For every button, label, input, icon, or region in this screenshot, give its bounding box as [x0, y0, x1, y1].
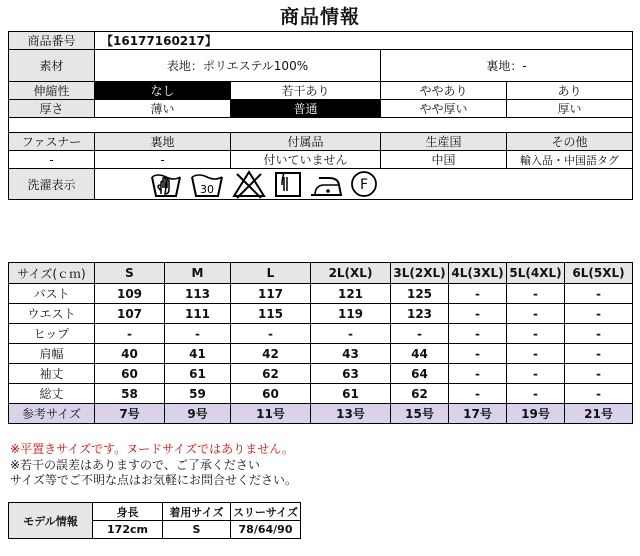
size-cell: -	[507, 304, 565, 324]
size-unit-header: サイズ(ｃｍ)	[9, 263, 95, 284]
size-row	[9, 344, 633, 364]
size-cell: 111	[165, 304, 231, 324]
size-cell: 41	[165, 344, 231, 364]
reference-size-cell: 7号	[95, 404, 165, 424]
size-cell: -	[565, 344, 633, 364]
wash-temp: 30	[200, 183, 214, 196]
thickness-label: 厚さ	[9, 100, 95, 118]
care-row	[9, 169, 633, 200]
size-cell: -	[449, 344, 507, 364]
reference-size-label: 参考サイズ	[9, 404, 95, 424]
size-cell: 42	[231, 344, 311, 364]
size-column-header: 6L(5XL)	[565, 263, 633, 284]
accessories-header: 付属品	[231, 133, 381, 151]
size-column-header: S	[95, 263, 165, 284]
model-size-header: 着用サイズ	[163, 503, 231, 521]
size-cell: 62	[231, 364, 311, 384]
reference-size-cell: 9号	[165, 404, 231, 424]
detail-header-row	[9, 133, 633, 151]
size-cell: 43	[311, 344, 391, 364]
measure-label: 肩幅	[9, 344, 95, 364]
material-lining: 裏地：-	[381, 50, 633, 82]
notice-tolerance: ※若干の誤差はありますので、ご了承ください	[10, 458, 260, 472]
model-measure-value: 78/64/90	[231, 521, 301, 539]
reference-size-cell: 11号	[231, 404, 311, 424]
size-cell: -	[449, 304, 507, 324]
stretch-label: 伸縮性	[9, 82, 95, 100]
measure-label: ヒップ	[9, 324, 95, 344]
model-size-value: S	[163, 521, 231, 539]
size-cell: 123	[391, 304, 449, 324]
size-cell: -	[449, 364, 507, 384]
size-cell: 61	[165, 364, 231, 384]
size-cell: -	[565, 284, 633, 304]
size-cell: 117	[231, 284, 311, 304]
size-cell: -	[449, 284, 507, 304]
care-symbols	[95, 169, 633, 200]
stretch-option: あり	[507, 82, 633, 100]
material-row	[9, 50, 633, 82]
product-no-row	[9, 32, 633, 50]
product-no-label: 商品番号	[9, 32, 95, 50]
size-column-header: L	[231, 263, 311, 284]
thickness-row	[9, 100, 633, 118]
reference-size-cell: 15号	[391, 404, 449, 424]
size-column-header: 4L(3XL)	[449, 263, 507, 284]
model-height-header: 身長	[93, 503, 163, 521]
size-row	[9, 284, 633, 304]
origin-header: 生産国	[381, 133, 507, 151]
accessories-value: 付いていません	[231, 151, 381, 169]
zipper-value: -	[9, 151, 95, 169]
model-measure-header: スリーサイズ	[231, 503, 301, 521]
product-info-table	[8, 31, 633, 200]
stretch-option: 若干あり	[231, 82, 381, 100]
size-cell: 109	[95, 284, 165, 304]
product-no-value: 【16177160217】	[95, 32, 633, 50]
measure-label: バスト	[9, 284, 95, 304]
size-cell: 119	[311, 304, 391, 324]
size-cell: -	[165, 324, 231, 344]
reference-size-cell: 21号	[565, 404, 633, 424]
size-cell: -	[231, 324, 311, 344]
size-header-row	[9, 263, 633, 284]
size-cell: 125	[391, 284, 449, 304]
drip-dry-icon	[273, 169, 303, 199]
spacer-row	[9, 118, 633, 133]
size-row	[9, 384, 633, 404]
lining-header: 裏地	[95, 133, 231, 151]
reference-size-cell: 19号	[507, 404, 565, 424]
size-cell: 60	[95, 364, 165, 384]
iron-low-icon	[309, 169, 343, 199]
size-cell: 64	[391, 364, 449, 384]
thickness-option: 普通	[231, 100, 381, 118]
zipper-header: ファスナー	[9, 133, 95, 151]
stretch-row	[9, 82, 633, 100]
size-cell: -	[507, 384, 565, 404]
size-cell: 107	[95, 304, 165, 324]
size-cell: 59	[165, 384, 231, 404]
spacer	[9, 118, 633, 133]
size-cell: -	[391, 324, 449, 344]
size-column-header: M	[165, 263, 231, 284]
measure-label: 袖丈	[9, 364, 95, 384]
thickness-option: 薄い	[95, 100, 231, 118]
size-cell: 113	[165, 284, 231, 304]
size-cell: 61	[311, 384, 391, 404]
size-table	[8, 262, 633, 424]
other-value: 輸入品・中国語タグ	[507, 151, 633, 169]
size-cell: 63	[311, 364, 391, 384]
reference-size-row	[9, 404, 633, 424]
size-row	[9, 324, 633, 344]
size-cell: -	[95, 324, 165, 344]
size-cell: -	[565, 364, 633, 384]
size-cell: -	[565, 384, 633, 404]
size-cell: -	[507, 324, 565, 344]
size-row	[9, 364, 633, 384]
size-column-header: 2L(XL)	[311, 263, 391, 284]
size-cell: -	[449, 324, 507, 344]
notice-flat-size: ※平置きサイズです。ヌードサイズではありません。	[10, 442, 294, 456]
size-cell: -	[507, 284, 565, 304]
size-column-header: 5L(4XL)	[507, 263, 565, 284]
size-cell: 44	[391, 344, 449, 364]
size-cell: -	[507, 344, 565, 364]
material-label: 素材	[9, 50, 95, 82]
size-cell: 60	[231, 384, 311, 404]
thickness-option: 厚い	[507, 100, 633, 118]
material-outer: 表地：ポリエステル100%	[95, 50, 381, 82]
size-cell: -	[449, 384, 507, 404]
size-cell: 58	[95, 384, 165, 404]
size-cell: 121	[311, 284, 391, 304]
dry-clean-f-icon	[349, 169, 379, 199]
size-cell: -	[507, 364, 565, 384]
model-label: モデル情報	[9, 503, 93, 539]
size-cell: 40	[95, 344, 165, 364]
size-cell: 115	[231, 304, 311, 324]
model-header-row	[9, 503, 301, 521]
stretch-option: ややあり	[381, 82, 507, 100]
no-bleach-icon	[231, 169, 267, 199]
detail-value-row	[9, 151, 633, 169]
thickness-option: やや厚い	[381, 100, 507, 118]
notice-contact: サイズ等でご不明な点はお気軽にお問合せください。	[10, 473, 298, 487]
measure-label: ウエスト	[9, 304, 95, 324]
size-cell: -	[311, 324, 391, 344]
lining-value: -	[95, 151, 231, 169]
dry-clean-letter: F	[359, 177, 369, 193]
size-row	[9, 304, 633, 324]
wash-30-icon	[189, 169, 225, 199]
size-cell: -	[565, 304, 633, 324]
reference-size-cell: 13号	[311, 404, 391, 424]
page-title: 商品情報	[279, 6, 360, 28]
origin-value: 中国	[381, 151, 507, 169]
reference-size-cell: 17号	[449, 404, 507, 424]
size-cell: -	[565, 324, 633, 344]
other-header: その他	[507, 133, 633, 151]
care-label: 洗濯表示	[9, 169, 95, 200]
measure-label: 総丈	[9, 384, 95, 404]
size-cell: 62	[391, 384, 449, 404]
stretch-option: なし	[95, 82, 231, 100]
model-height-value: 172cm	[93, 521, 163, 539]
hand-wash-icon	[149, 169, 183, 199]
model-info-table	[8, 502, 301, 539]
size-column-header: 3L(2XL)	[391, 263, 449, 284]
